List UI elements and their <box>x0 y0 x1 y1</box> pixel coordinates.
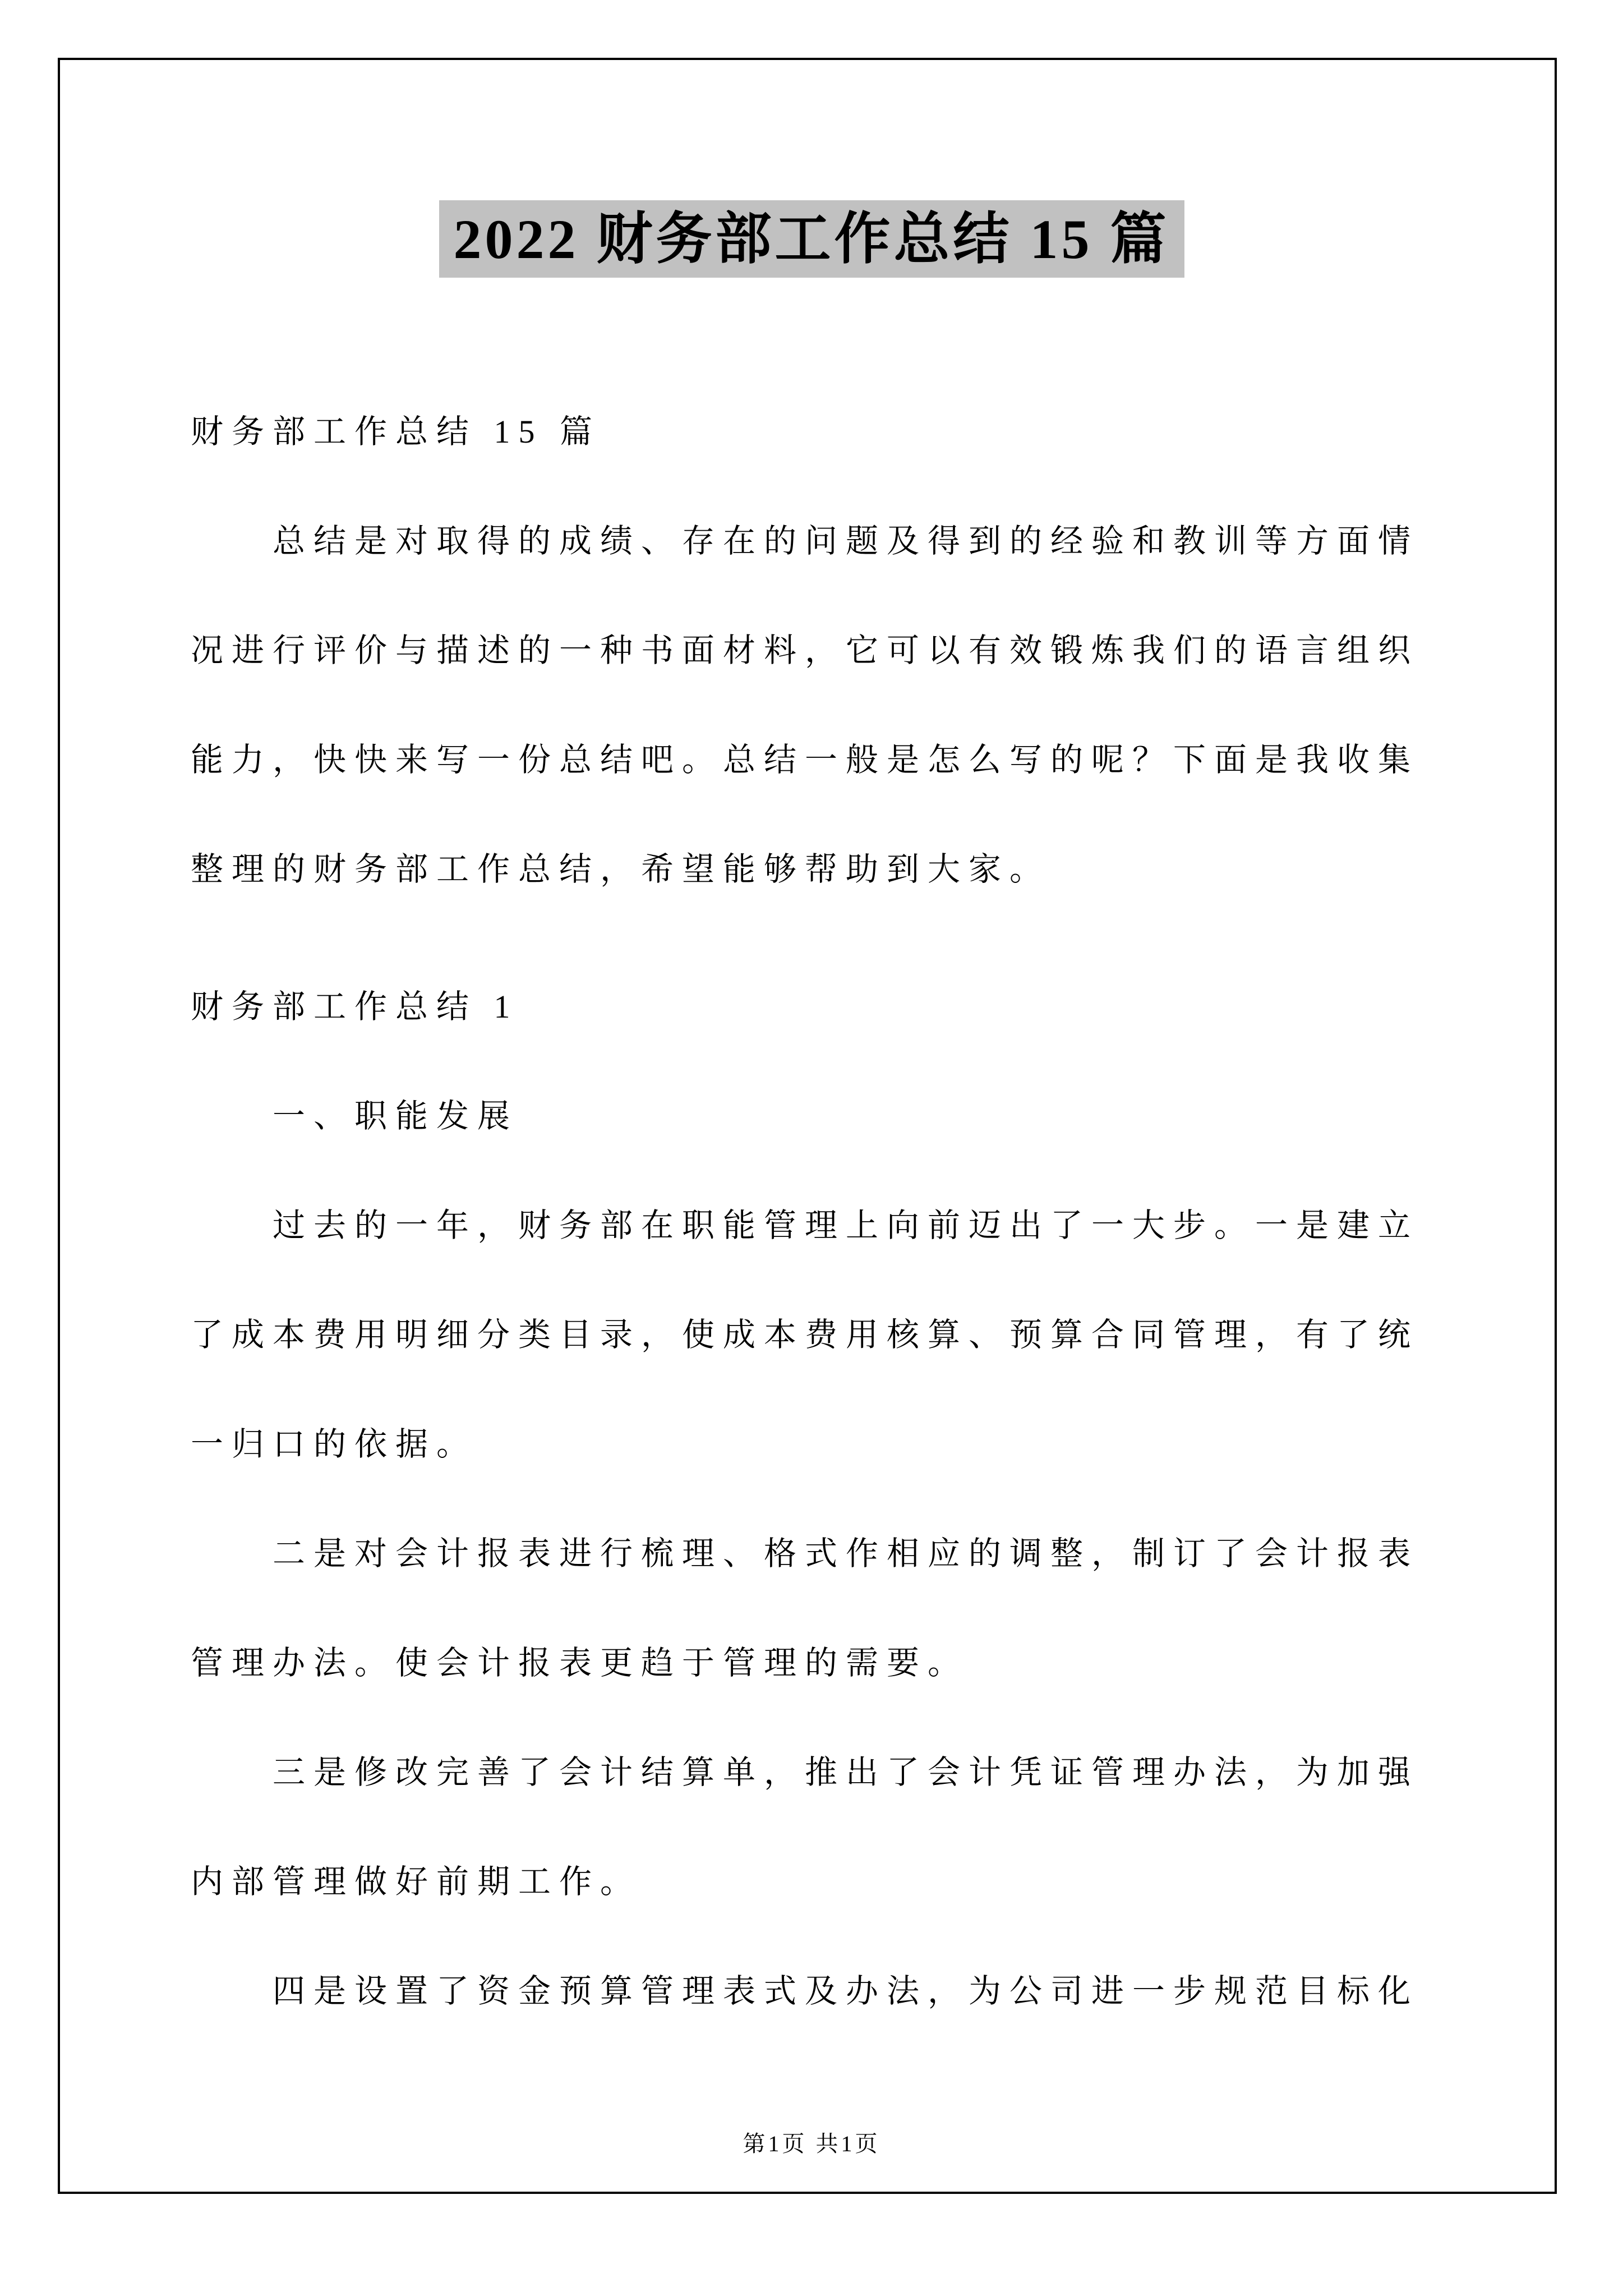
body-line: 管理办法。使会计报表更趋于管理的需要。 <box>191 1645 969 1681</box>
body-blank-line <box>191 924 1436 952</box>
document-title: 2022 财务部工作总结 15 篇 <box>439 200 1184 278</box>
body-line: 财务部工作总结 15 篇 <box>191 413 601 450</box>
title-row <box>0 200 1623 278</box>
body-line: 二是对会计报表进行梳理、格式作相应的调整，制订了会计报表 <box>273 1535 1419 1572</box>
body-line: 三是修改完善了会计结算单，推出了会计凭证管理办法，为加强 <box>273 1754 1419 1791</box>
body-line: 况进行评价与描述的一种书面材料，它可以有效锻炼我们的语言组织 <box>191 632 1419 669</box>
body-line: 过去的一年，财务部在职能管理上向前迈出了一大步。一是建立 <box>273 1207 1419 1244</box>
body-line: 一归口的依据。 <box>191 1426 478 1462</box>
body-line: 总结是对取得的成绩、存在的问题及得到的经验和教训等方面情 <box>273 523 1419 559</box>
body-line: 内部管理做好前期工作。 <box>191 1864 642 1900</box>
body-line: 四是设置了资金预算管理表式及办法，为公司进一步规范目标化 <box>273 1973 1419 2009</box>
page-footer: 第1页 共1页 <box>743 2131 880 2156</box>
body-line: 能力，快快来写一份总结吧。总结一般是怎么写的呢？下面是我收集 <box>191 742 1419 778</box>
body-line: 了成本费用明细分类目录，使成本费用核算、预算合同管理，有了统 <box>191 1317 1419 1353</box>
body-line: 整理的财务部工作总结，希望能够帮助到大家。 <box>191 851 1051 887</box>
body-line: 一、职能发展 <box>273 1098 519 1134</box>
body-line: 财务部工作总结 1 <box>191 988 519 1025</box>
document-body <box>191 377 1436 2046</box>
